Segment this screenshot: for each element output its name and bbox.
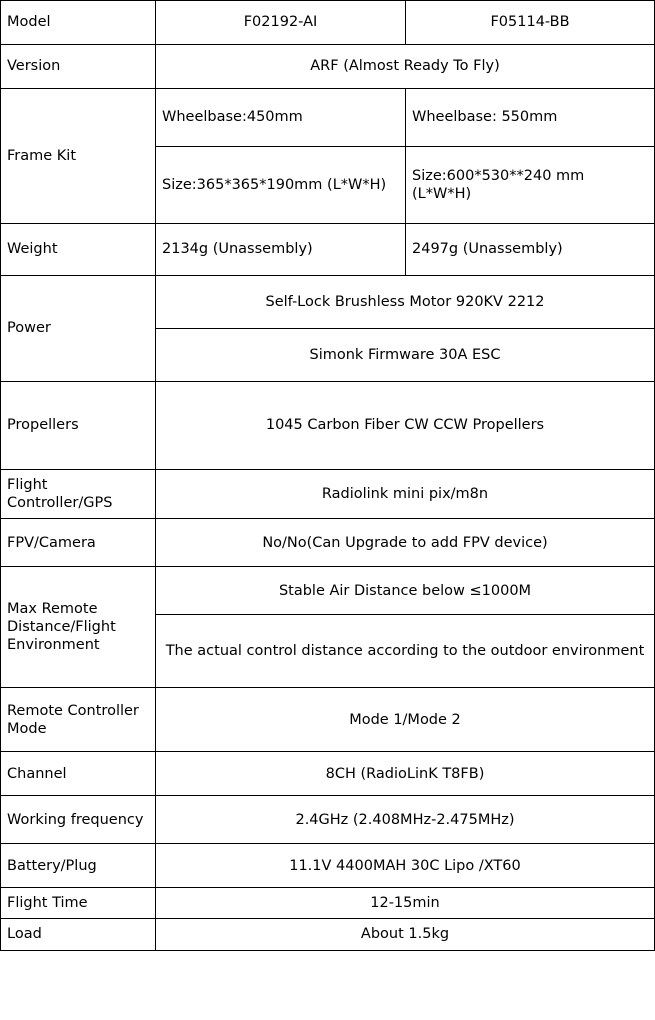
- cell-stable-air-distance: Stable Air Distance below ≤1000M: [156, 567, 655, 615]
- row-label-remote-controller-mode: Remote Controller Mode: [1, 688, 156, 752]
- table-row: [1, 1, 655, 45]
- table-row: [1, 688, 655, 752]
- cell-weight-a: 2134g (Unassembly): [156, 224, 406, 276]
- row-label-version: Version: [1, 45, 156, 89]
- cell-propellers: 1045 Carbon Fiber CW CCW Propellers: [156, 382, 655, 470]
- cell-frame-wheelbase-b: Wheelbase: 550mm: [406, 89, 655, 147]
- cell-load: About 1.5kg: [156, 919, 655, 950]
- table-row: [1, 470, 655, 519]
- row-label-weight: Weight: [1, 224, 156, 276]
- cell-model-a: F02192-AI: [156, 1, 406, 45]
- table-row: [1, 752, 655, 796]
- table-row: [1, 567, 655, 615]
- cell-actual-control-distance: The actual control distance according to the outdoor environment: [156, 615, 655, 688]
- table-row: [1, 45, 655, 89]
- cell-working-frequency: 2.4GHz (2.408MHz-2.475MHz): [156, 796, 655, 844]
- cell-frame-size-a: Size:365*365*190mm (L*W*H): [156, 147, 406, 224]
- table-row: [1, 224, 655, 276]
- row-label-propellers: Propellers: [1, 382, 156, 470]
- row-label-max-remote-distance: Max Remote Distance/Flight Environment: [1, 567, 156, 688]
- cell-flight-time: 12-15min: [156, 888, 655, 919]
- table-row: [1, 89, 655, 147]
- row-label-flight-time: Flight Time: [1, 888, 156, 919]
- row-label-flight-controller-gps: Flight Controller/GPS: [1, 470, 156, 519]
- cell-channel: 8CH (RadioLinK T8FB): [156, 752, 655, 796]
- row-label-channel: Channel: [1, 752, 156, 796]
- row-label-frame-kit: Frame Kit: [1, 89, 156, 224]
- row-label-fpv-camera: FPV/Camera: [1, 519, 156, 567]
- cell-power-motor: Self-Lock Brushless Motor 920KV 2212: [156, 276, 655, 329]
- table-row: [1, 844, 655, 888]
- cell-weight-b: 2497g (Unassembly): [406, 224, 655, 276]
- cell-frame-size-b: Size:600*530**240 mm (L*W*H): [406, 147, 655, 224]
- cell-flight-controller-gps: Radiolink mini pix/m8n: [156, 470, 655, 519]
- row-label-working-frequency: Working frequency: [1, 796, 156, 844]
- table-row: [1, 796, 655, 844]
- cell-version: ARF (Almost Ready To Fly): [156, 45, 655, 89]
- row-label-power: Power: [1, 276, 156, 382]
- table-row: [1, 276, 655, 329]
- row-label-model: Model: [1, 1, 156, 45]
- cell-model-b: F05114-BB: [406, 1, 655, 45]
- row-label-battery-plug: Battery/Plug: [1, 844, 156, 888]
- table-row: [1, 519, 655, 567]
- table-row: [1, 919, 655, 950]
- cell-battery-plug: 11.1V 4400MAH 30C Lipo /XT60: [156, 844, 655, 888]
- cell-frame-wheelbase-a: Wheelbase:450mm: [156, 89, 406, 147]
- table-row: [1, 888, 655, 919]
- row-label-load: Load: [1, 919, 156, 950]
- cell-remote-controller-mode: Mode 1/Mode 2: [156, 688, 655, 752]
- cell-power-esc: Simonk Firmware 30A ESC: [156, 329, 655, 382]
- cell-fpv-camera: No/No(Can Upgrade to add FPV device): [156, 519, 655, 567]
- table-row: [1, 382, 655, 470]
